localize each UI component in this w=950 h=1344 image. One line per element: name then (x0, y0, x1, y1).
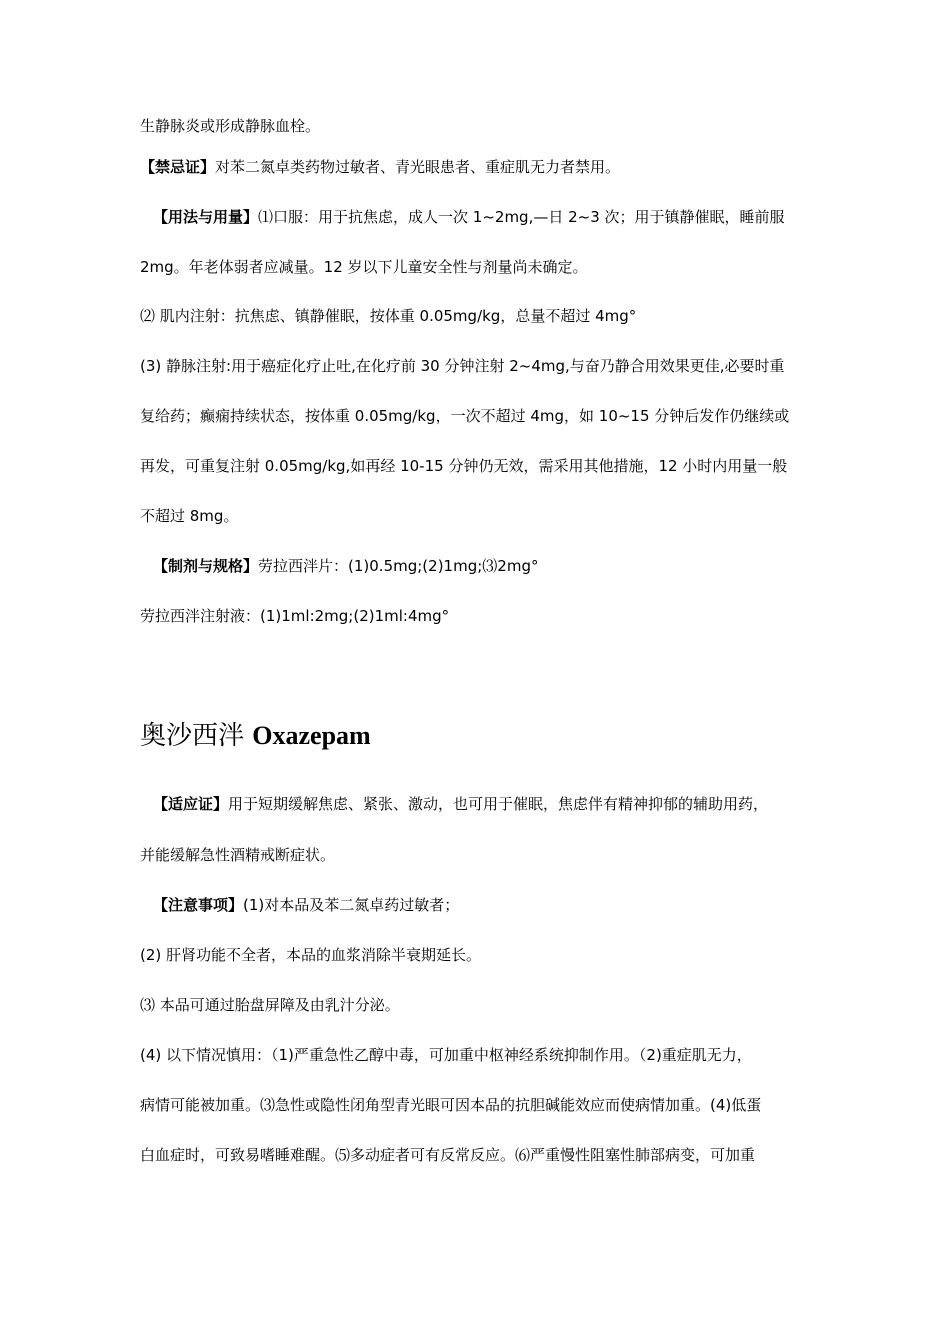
precautions-line-2: (2) 肝肾功能不全者，本品的血浆消除半衰期延长。 (140, 946, 482, 964)
dosage-line-1: ⑴口服：用于抗焦虑，成人一次 1~2mg,—日 2~3 次；用于镇静催眠，睡前服 (258, 208, 785, 226)
dosage-line-4: (3) 静脉注射:用于癌症化疗止吐,在化疗前 30 分钟注射 2~4mg,与奋乃静合用效果更佳,必要时重 (140, 357, 785, 375)
dosage-line-2: 2mg。年老体弱者应减量。12 岁以下儿童安全性与剂量尚未确定。 (140, 258, 588, 276)
indications-paragraph (153, 794, 830, 814)
indications-line-1: 用于短期缓解焦虑、紧张、激动，也可用于催眠，焦虑伴有精神抑郁的辅助用药， (228, 795, 769, 813)
precautions-label: 【注意事项】 (153, 896, 244, 914)
dosage-line-3: ⑵ 肌内注射：抗焦虑、镇静催眠，按体重 0.05mg/kg，总量不超过 4mg° (140, 307, 637, 325)
heading-title-english: Oxazepam (252, 721, 371, 750)
dosage-paragraph (153, 207, 830, 227)
contraindications-text: 对苯二氮卓类药物过敏者、青光眼患者、重症肌无力者禁用。 (215, 158, 621, 176)
dosage-line-5: 复给药；癫痫持续状态，按体重 0.05mg/kg，一次不超过 4mg，如 10~15 分钟后发作仍继续或 (140, 407, 790, 425)
precautions-line-6: 白血症时，可致易嗜睡难醒。⑸多动症者可有反常反应。⑹严重慢性阻塞性肺部病变，可加重 (140, 1146, 756, 1164)
preparations-label: 【制剂与规格】 (153, 557, 259, 575)
heading-title-chinese: 奥沙西泮 (140, 721, 253, 751)
precautions-line-5: 病情可能被加重。⑶急性或隐性闭角型青光眼可因本品的抗胆碱能效应而使病情加重。(4)低蛋 (140, 1096, 762, 1114)
precautions-paragraph (153, 895, 830, 915)
preparations-paragraph (153, 556, 830, 576)
indications-line-2: 并能缓解急性酒精戒断症状。 (140, 846, 336, 864)
contraindications-paragraph (140, 157, 830, 177)
dosage-label: 【用法与用量】 (153, 208, 259, 226)
dosage-line-7: 不超过 8mg。 (140, 507, 239, 525)
contraindications-label: 【禁忌证】 (140, 158, 216, 176)
dosage-line-6: 再发，可重复注射 0.05mg/kg,如再经 10-15 分钟仍无效，需采用其他措施，12 小时内用量一般 (140, 457, 788, 475)
indications-label: 【适应证】 (153, 795, 229, 813)
precautions-line-4: (4) 以下情况慎用：（1)严重急性乙醇中毒，可加重中枢神经系统抑制作用。（2)重症肌无力， (140, 1046, 752, 1064)
oxazepam-heading (140, 718, 371, 754)
precautions-line-1: (1)对本品及苯二氮卓药过敏者； (243, 896, 460, 914)
text-line-phlebitis: 生静脉炎或形成静脉血栓。 (140, 117, 321, 135)
preparations-line-2: 劳拉西泮注射液：(1)1ml:2mg;(2)1ml:4mg° (140, 607, 450, 625)
preparations-line-1: 劳拉西泮片：(1)0.5mg;(2)1mg;⑶2mg° (258, 557, 539, 575)
precautions-line-3: ⑶ 本品可通过胎盘屏障及由乳汁分泌。 (140, 996, 400, 1014)
